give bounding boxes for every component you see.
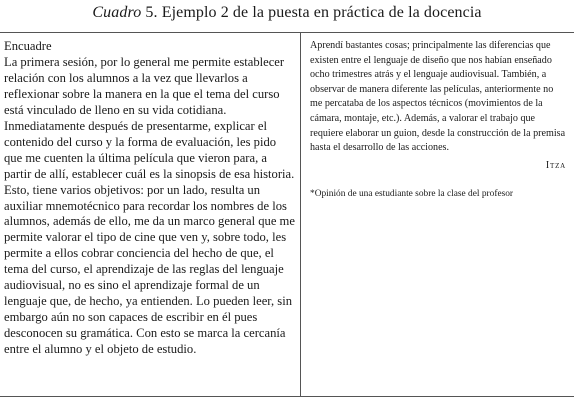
footnote: *Opinión de una estudiante sobre la clase del profesor: [310, 189, 514, 200]
caption-label: Cuadro: [92, 4, 142, 21]
right-column: [310, 39, 568, 201]
column-divider: [300, 32, 301, 397]
student-quote: Aprendí bastantes cosas; principalmente las diferencias que existen entre el lenguaje de diseño que nos habían enseñado ocho trimestres atrás y el lenguaje audiovisual. También, a observar de manera diferente las películas, anteriormente no me percataba de los aspectos técnicos (movimientos de la cámara, montaje, etc.). Además, a valorar el trabajo que requiere elaborar un guion, desde la construcción de la premisa hasta el desarrollo de las acciones.: [310, 40, 566, 154]
bottom-rule: [0, 396, 574, 397]
left-column: [4, 39, 296, 358]
top-rule: [0, 32, 574, 33]
quote-signature: Itza: [545, 159, 566, 171]
section-heading: Encuadre: [4, 39, 52, 53]
table-caption: [0, 2, 574, 28]
left-paragraph: La primera sesión, por lo general me permite establecer relación con los alumnos a la vez que llevarlos a reflexionar sobre la manera en la que el tema del curso está vinculado de lleno en su vida cotidiana. Inmediatamente después de presentarme, explicar el contenido del curso y la forma de evaluación, les pido que me cuenten la última película que vieron para, a partir de allí, establecer cuál es la sinopsis de esa historia. Esto, tiene varios objetivos: por un lado, resulta un auxiliar mnemotécnico para recordar los nombres de los alumnos, además de ello, me da un marco general que me permite valorar el tipo de cine que ven y, sobre todo, les permite a ellos cobrar conciencia del hecho de que, el tema del curso, el aprendizaje de las reglas del lenguaje audiovisual, no es sino el aprendizaje formal de un lenguaje que, de hecho, ya entienden. Lo pueden leer, sin embargo aún no son capaces de escribir en él pues desconocen su gramática. Con esto se marca la cercanía entre el alumno y el objeto de estudio.: [4, 54, 295, 357]
caption-title: 5. Ejemplo 2 de la puesta en práctica de la docencia: [141, 4, 482, 21]
